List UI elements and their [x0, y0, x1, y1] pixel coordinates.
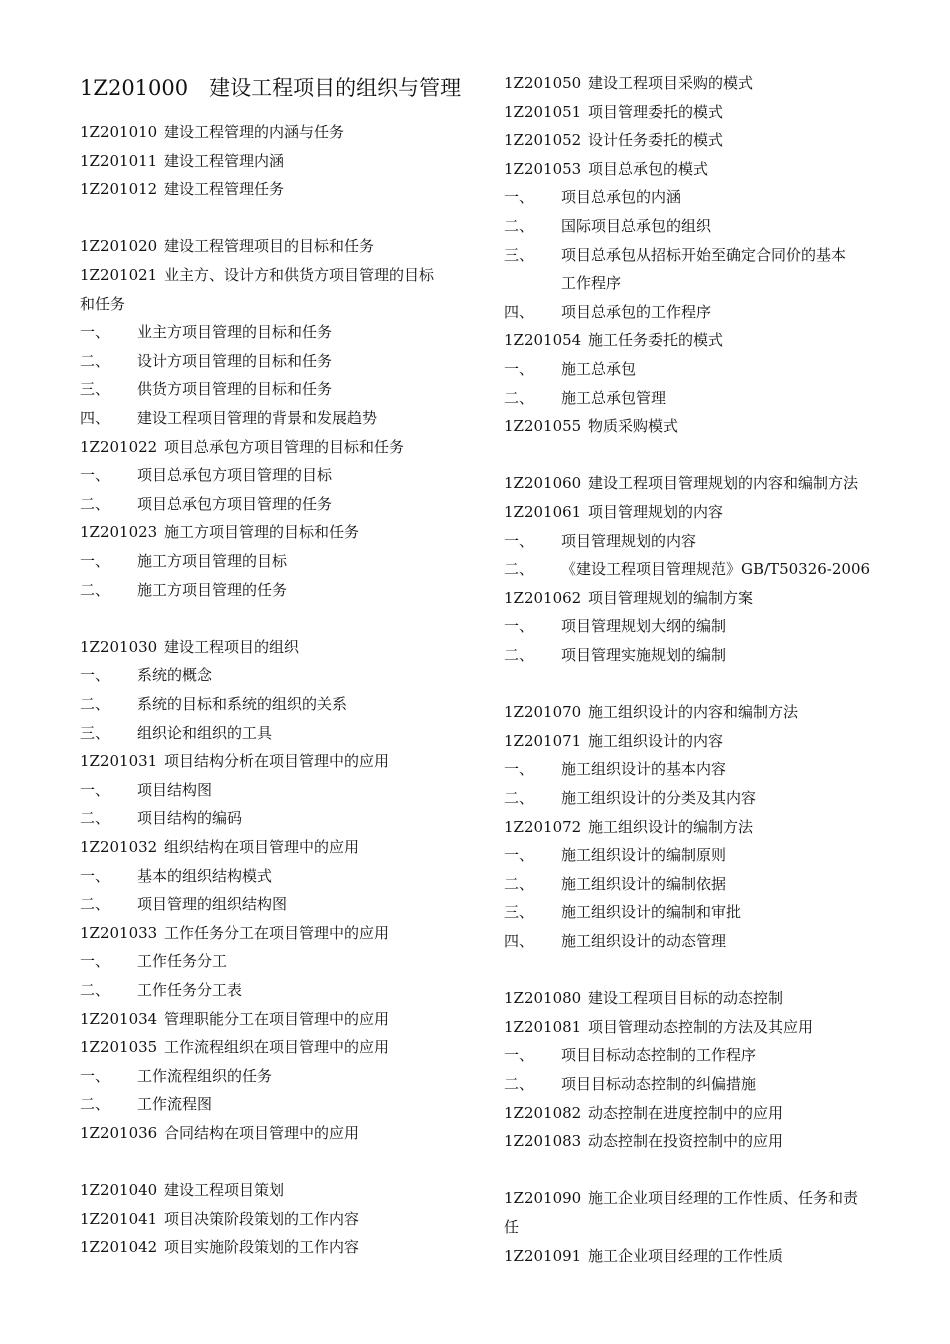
item-text: 施工企业项目经理的工作性质	[588, 1246, 784, 1265]
section-code: 1Z201055	[504, 417, 582, 436]
list-item	[504, 755, 726, 784]
section-heading	[80, 1005, 389, 1034]
list-item	[504, 641, 726, 670]
section-heading	[504, 584, 753, 613]
item-number: 一、	[504, 846, 535, 865]
section-heading	[80, 1205, 359, 1234]
list-item	[504, 612, 726, 641]
item-text: 施工任务委托的模式	[588, 331, 724, 350]
section-code: 1Z201052	[504, 131, 582, 150]
section-heading	[80, 175, 284, 204]
item-text: 项目目标动态控制的纠偏措施	[561, 1075, 757, 1093]
section-heading	[504, 412, 678, 441]
item-text: 项目管理规划的编制方案	[588, 588, 754, 607]
item-number: 一、	[504, 188, 535, 207]
item-text: 供货方项目管理的目标和任务	[137, 380, 333, 399]
list-item	[80, 890, 287, 919]
section-heading	[80, 1176, 284, 1205]
item-text: 项目管理规划大纲的编制	[561, 617, 727, 636]
section-code: 1Z201062	[504, 588, 582, 607]
section-code: 1Z201010	[80, 123, 158, 141]
item-number: 一、	[80, 666, 111, 685]
item-text-continued: 任	[504, 1217, 520, 1236]
list-item	[80, 461, 332, 490]
section-heading	[504, 326, 723, 355]
item-number: 二、	[80, 695, 111, 713]
list-item	[504, 898, 741, 927]
section-code: 1Z201083	[504, 1132, 582, 1151]
item-number: 二、	[504, 217, 535, 235]
list-item	[504, 870, 726, 899]
item-text: 施工方项目管理的目标和任务	[164, 523, 360, 542]
section-heading	[504, 126, 723, 155]
list-item	[504, 355, 636, 384]
item-text: 工作任务分工	[137, 952, 228, 971]
section-heading	[80, 1119, 359, 1148]
section-heading	[504, 155, 708, 184]
list-item	[80, 862, 272, 891]
item-text: 项目总承包的工作程序	[561, 302, 712, 321]
item-text: 国际项目总承包的组织	[561, 217, 712, 235]
item-number: 二、	[504, 789, 535, 807]
section-heading	[80, 1233, 359, 1262]
item-text: 建设工程项目目标的动态控制	[588, 989, 784, 1008]
section-code: 1Z201090	[504, 1189, 582, 1208]
item-number: 二、	[80, 494, 111, 513]
item-text: 施工组织设计的分类及其内容	[561, 789, 757, 807]
section-heading	[504, 1184, 858, 1241]
item-text: 项目实施阶段策划的工作内容	[164, 1238, 360, 1257]
item-text: 项目结构图	[137, 780, 213, 799]
item-number: 一、	[80, 866, 111, 885]
section-heading	[504, 69, 753, 98]
list-item	[80, 804, 242, 833]
list-item	[80, 947, 227, 976]
section-code: 1Z201060	[504, 474, 582, 493]
item-text: 项目总承包的内涵	[561, 188, 682, 207]
section-code: 1Z201071	[504, 731, 582, 750]
list-item	[80, 490, 332, 519]
section-heading	[80, 518, 359, 547]
item-text: 项目决策阶段策划的工作内容	[164, 1209, 360, 1228]
item-number: 一、	[504, 617, 535, 636]
item-text: 建设工程管理任务	[164, 180, 285, 199]
item-text: 管理职能分工在项目管理中的应用	[164, 1009, 390, 1028]
item-text: 建设工程项目策划	[164, 1181, 285, 1200]
item-text: 项目结构分析在项目管理中的应用	[164, 752, 390, 771]
item-text: 项目管理的组织结构图	[137, 895, 288, 914]
item-text: 建设工程项目管理的背景和发展趋势	[137, 409, 378, 427]
item-text: 系统的概念	[137, 666, 213, 685]
item-text: 工作任务分工在项目管理中的应用	[164, 923, 390, 942]
item-text: 合同结构在项目管理中的应用	[164, 1124, 360, 1142]
item-text: 设计任务委托的模式	[588, 131, 724, 150]
section-code: 1Z201023	[80, 523, 158, 542]
item-text: 业主方项目管理的目标和任务	[137, 323, 333, 342]
item-text: 组织论和组织的工具	[137, 723, 273, 742]
item-text: 施工企业项目经理的工作性质、任务和责	[588, 1189, 859, 1208]
item-text: 工作流程组织在项目管理中的应用	[164, 1038, 390, 1057]
section-heading	[80, 1033, 389, 1062]
section-heading	[504, 698, 798, 727]
section-heading	[504, 727, 723, 756]
section-heading	[80, 633, 299, 662]
item-text: 工作流程组织的任务	[137, 1066, 273, 1085]
document-title: 1Z201000 建设工程项目的组织与管理	[80, 76, 462, 100]
list-item	[80, 347, 332, 376]
item-text: 建设工程项目管理规划的内容和编制方法	[588, 474, 859, 493]
item-text: 项目总承包的模式	[588, 159, 709, 178]
section-heading	[80, 747, 389, 776]
section-code: 1Z201050	[504, 74, 582, 92]
list-item	[504, 183, 681, 212]
item-text: 项目管理规划的内容	[588, 503, 724, 521]
section-code: 1Z201020	[80, 237, 158, 256]
section-heading	[80, 147, 284, 176]
item-text: 施工组织设计的编制和审批	[561, 903, 742, 922]
item-text: 建设工程项目采购的模式	[588, 74, 754, 92]
list-item	[504, 527, 696, 556]
item-text: 建设工程管理内涵	[164, 151, 285, 170]
item-text: 项目目标动态控制的工作程序	[561, 1046, 757, 1065]
section-code: 1Z201082	[504, 1103, 582, 1122]
item-number: 三、	[504, 245, 535, 264]
item-number: 二、	[80, 895, 111, 914]
list-item	[504, 1041, 756, 1070]
section-code: 1Z201036	[80, 1124, 158, 1142]
section-code: 1Z201035	[80, 1038, 158, 1057]
item-text: 建设工程管理项目的目标和任务	[164, 237, 375, 256]
item-number: 一、	[80, 1066, 111, 1085]
section-heading	[80, 118, 344, 147]
item-text-continued: 和任务	[80, 294, 126, 313]
section-heading	[80, 232, 374, 261]
item-number: 四、	[80, 409, 111, 427]
list-item	[504, 384, 666, 413]
item-text: 《建设工程项目管理规范》GB/T50326-2006	[561, 560, 871, 579]
item-text: 建设工程管理的内涵与任务	[164, 123, 345, 141]
item-text: 施工组织设计的编制依据	[561, 874, 727, 893]
list-item	[504, 784, 756, 813]
item-text: 工作流程图	[137, 1095, 213, 1114]
item-text: 施工组织设计的动态管理	[561, 932, 727, 950]
section-code: 1Z201054	[504, 331, 582, 350]
list-item	[80, 1062, 272, 1091]
section-code: 1Z201080	[504, 989, 582, 1008]
section-code: 1Z201053	[504, 159, 582, 178]
item-text: 施工组织设计的编制方法	[588, 817, 754, 836]
section-code: 1Z201034	[80, 1009, 158, 1028]
section-code: 1Z201012	[80, 180, 158, 199]
item-number: 二、	[80, 580, 111, 599]
section-heading	[80, 919, 389, 948]
section-heading	[504, 469, 858, 498]
section-code: 1Z201031	[80, 752, 158, 771]
item-text: 施工组织设计的内容和编制方法	[588, 703, 799, 722]
item-number: 三、	[504, 903, 535, 922]
section-heading	[80, 261, 434, 318]
section-heading	[504, 1242, 783, 1271]
section-heading	[504, 1013, 813, 1042]
item-text: 基本的组织结构模式	[137, 866, 273, 885]
item-text: 系统的目标和系统的组织的关系	[137, 695, 348, 713]
section-code: 1Z201051	[504, 102, 582, 121]
item-text: 设计方项目管理的目标和任务	[137, 351, 333, 370]
item-number: 二、	[504, 874, 535, 893]
list-item	[80, 719, 272, 748]
list-item	[504, 241, 846, 298]
item-number: 一、	[504, 1046, 535, 1065]
item-text: 施工组织设计的基本内容	[561, 760, 727, 779]
item-number: 一、	[504, 531, 535, 550]
list-item	[80, 776, 212, 805]
item-text: 组织结构在项目管理中的应用	[164, 838, 360, 856]
list-item	[80, 547, 287, 576]
item-text: 项目总承包方项目管理的目标和任务	[164, 437, 405, 456]
section-code: 1Z201040	[80, 1181, 158, 1200]
list-item	[504, 841, 726, 870]
item-number: 三、	[80, 723, 111, 742]
item-number: 四、	[504, 932, 535, 950]
item-number: 一、	[80, 552, 111, 570]
section-heading	[504, 98, 723, 127]
item-text: 项目总承包方项目管理的任务	[137, 494, 333, 513]
section-code: 1Z201011	[80, 151, 158, 170]
item-number: 一、	[80, 952, 111, 971]
section-code: 1Z201022	[80, 437, 158, 456]
section-code: 1Z201042	[80, 1238, 158, 1257]
item-number: 二、	[504, 560, 535, 579]
section-code: 1Z201033	[80, 923, 158, 942]
section-code: 1Z201030	[80, 637, 158, 656]
item-text: 业主方、设计方和供货方项目管理的目标	[164, 266, 435, 284]
list-item	[80, 375, 332, 404]
item-number: 一、	[80, 466, 111, 485]
item-text: 项目管理动态控制的方法及其应用	[588, 1017, 814, 1036]
item-number: 二、	[80, 981, 111, 999]
section-code: 1Z201032	[80, 838, 158, 856]
section-heading	[504, 498, 723, 527]
list-item	[80, 318, 332, 347]
item-text: 项目管理规划的内容	[561, 531, 697, 550]
item-text: 施工总承包	[561, 360, 637, 378]
item-text: 工作任务分工表	[137, 981, 243, 999]
list-item	[504, 555, 870, 584]
item-number: 二、	[504, 646, 535, 664]
item-number: 四、	[504, 302, 535, 321]
item-text: 施工组织设计的编制原则	[561, 846, 727, 865]
item-number: 二、	[80, 1095, 111, 1114]
list-item	[504, 1070, 756, 1099]
item-number: 二、	[80, 351, 111, 370]
item-text: 项目管理委托的模式	[588, 102, 724, 121]
item-text: 动态控制在投资控制中的应用	[588, 1132, 784, 1151]
section-heading	[504, 1099, 783, 1128]
item-number: 一、	[80, 323, 111, 342]
item-text: 物质采购模式	[588, 417, 679, 436]
list-item	[80, 404, 377, 433]
section-code: 1Z201061	[504, 503, 582, 521]
item-number: 一、	[504, 360, 535, 378]
item-text: 建设工程项目的组织	[164, 637, 300, 656]
item-number: 一、	[504, 760, 535, 779]
item-text: 施工方项目管理的任务	[137, 580, 288, 599]
item-text: 项目结构的编码	[137, 809, 243, 828]
section-heading	[504, 813, 753, 842]
section-code: 1Z201041	[80, 1209, 158, 1228]
section-code: 1Z201072	[504, 817, 582, 836]
item-text: 项目总承包方项目管理的目标	[137, 466, 333, 485]
item-text: 施工组织设计的内容	[588, 731, 724, 750]
item-number: 二、	[504, 1075, 535, 1093]
section-code: 1Z201081	[504, 1017, 582, 1036]
section-code: 1Z201070	[504, 703, 582, 722]
item-text-continued: 工作程序	[561, 274, 622, 293]
list-item	[80, 976, 242, 1005]
item-text: 施工方项目管理的目标	[137, 552, 288, 570]
section-heading	[80, 433, 404, 462]
section-heading	[504, 984, 783, 1013]
item-text: 项目总承包从招标开始至确定合同价的基本	[561, 245, 847, 264]
item-text: 项目管理实施规划的编制	[561, 646, 727, 664]
list-item	[504, 927, 726, 956]
list-item	[80, 1090, 212, 1119]
list-item	[504, 212, 711, 241]
item-number: 三、	[80, 380, 111, 399]
section-heading	[80, 833, 359, 862]
section-heading	[504, 1127, 783, 1156]
item-text: 施工总承包管理	[561, 388, 667, 407]
list-item	[80, 576, 287, 605]
list-item	[80, 661, 212, 690]
section-code: 1Z201021	[80, 266, 158, 284]
section-code: 1Z201091	[504, 1246, 582, 1265]
item-number: 二、	[504, 388, 535, 407]
item-number: 二、	[80, 809, 111, 828]
item-text: 动态控制在进度控制中的应用	[588, 1103, 784, 1122]
item-number: 一、	[80, 780, 111, 799]
list-item	[504, 298, 711, 327]
list-item	[80, 690, 347, 719]
